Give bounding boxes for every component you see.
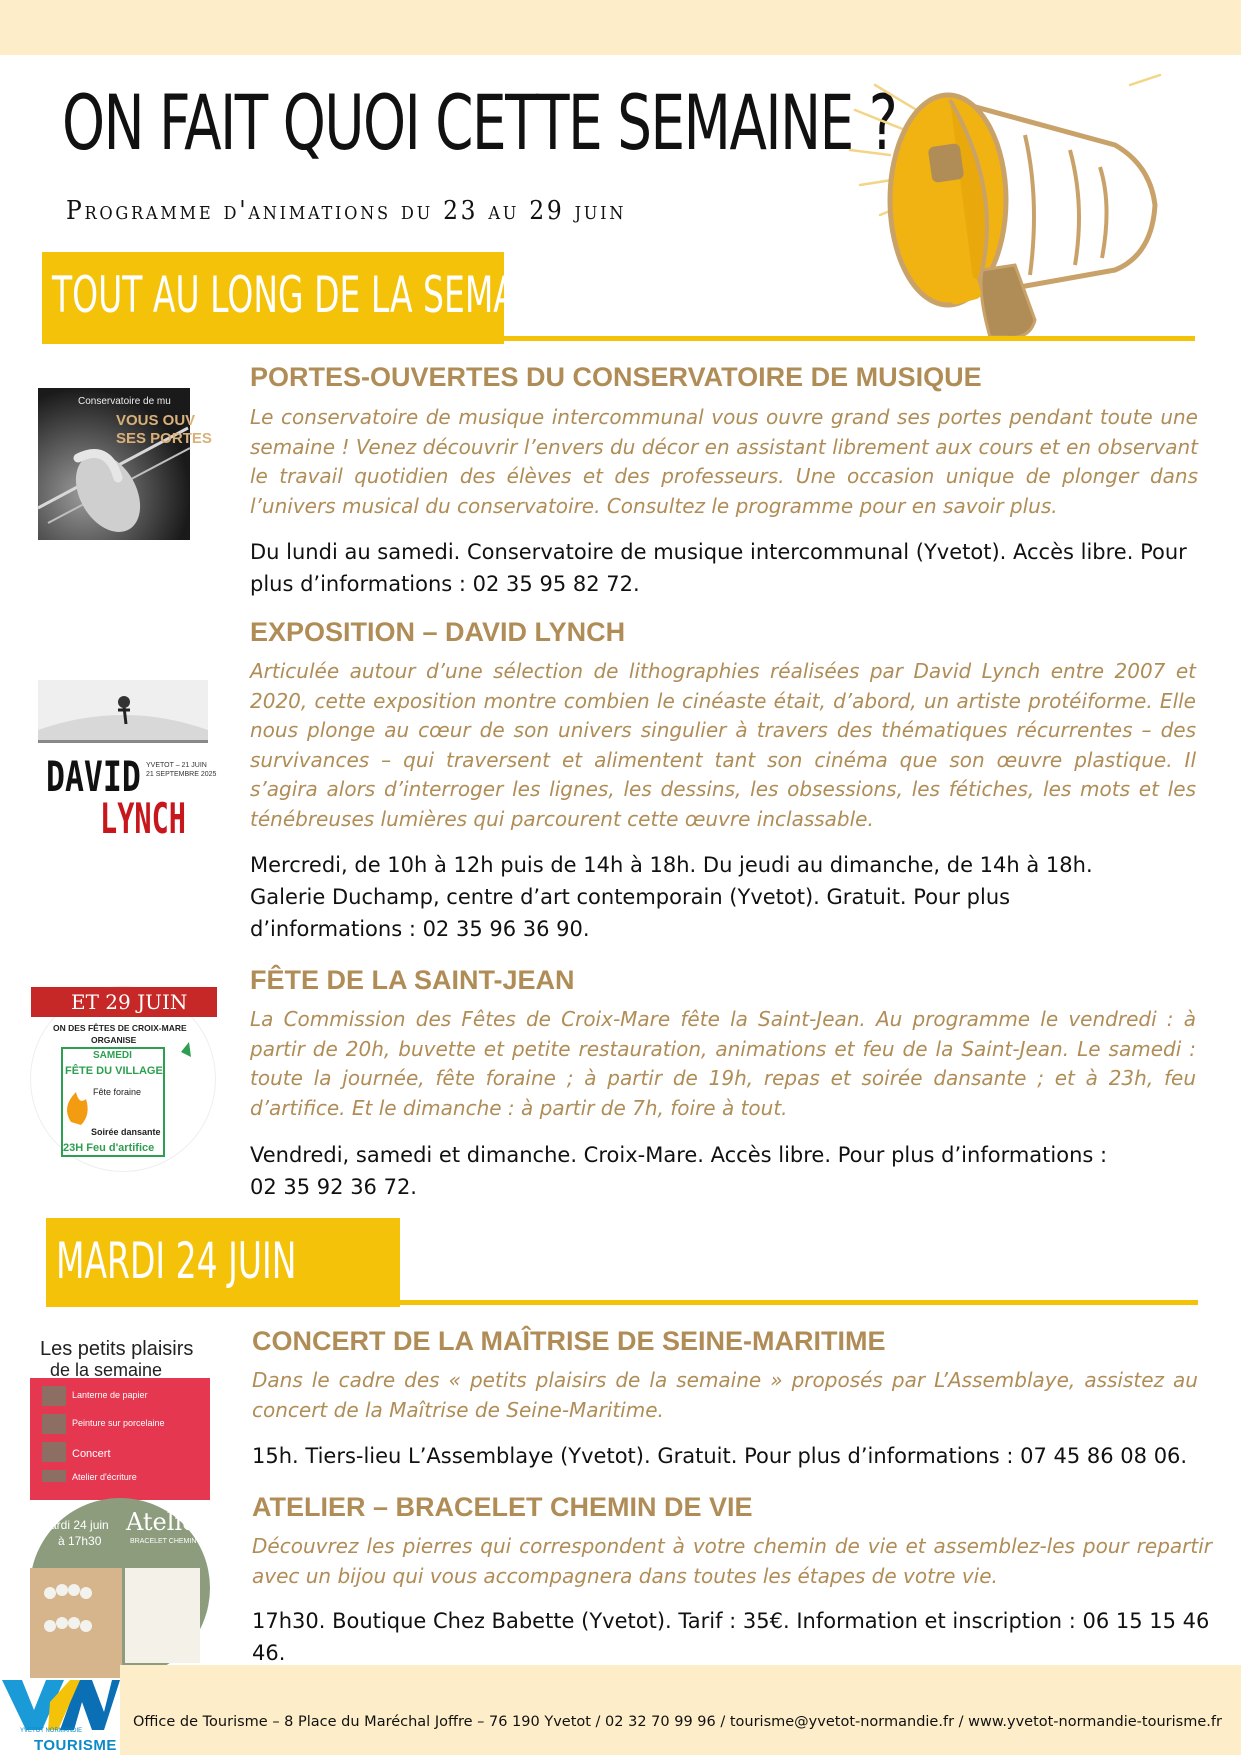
thumb-caption: de la semaine (50, 1360, 163, 1380)
thumb-caption: Soirée dansante (91, 1127, 161, 1137)
thumb-caption: 23H Feu d'artifice (63, 1142, 155, 1154)
footer-contact: Office de Tourisme – 8 Place du Maréchal Joffre – 76 190 Yvetot / 02 32 70 99 96 / tourisme@yvetot-normandie.fr / www.yvetot-normandie-tourisme.fr (133, 1714, 1222, 1730)
event-title: ATELIER – BRACELET CHEMIN DE VIE (252, 1492, 753, 1522)
lynch-dates: YVETOT – 21 JUIN (146, 762, 207, 769)
event-title: PORTES-OUVERTES DU CONSERVATOIRE DE MUSIQUE (250, 362, 982, 392)
event-info: Du lundi au samedi. Conservatoire de musique intercommunal (Yvetot). Accès libre. Pour plus d’informations : 02 35 95 82 72. (250, 540, 1187, 596)
logo-letters: YN (59, 1717, 61, 1718)
event-info: Vendredi, samedi et dimanche. Croix-Mare. Accès libre. Pour plus d’informations : 02 35 92 36 72. (250, 1143, 1108, 1199)
thumb-caption: à 17h30 (58, 1534, 102, 1548)
event-title: FÊTE DE LA SAINT-JEAN (250, 965, 575, 995)
lynch-dates: 21 SEPTEMBRE 2025 (146, 771, 217, 778)
event-description: Découvrez les pierres qui correspondent à votre chemin de vie et assemblez-les pour repartir avec un bijou qui vous accompagnera dans toutes les étapes de votre vie. (252, 1534, 1212, 1588)
section-rule (42, 336, 1195, 341)
thumb-caption: Lanterne de papier (72, 1390, 148, 1400)
thumb-caption: ET 29 JUIN (71, 990, 188, 1014)
event-description: La Commission des Fêtes de Croix-Mare fête la Saint-Jean. Au programme le vendredi : à partir de 20h, buvette et petite restauration, animations et feu de la Saint-Jean. Le samedi : toute la journée, fête foraine ; à partir de 19h, repas et soirée dansante ; et à 23h, feu d’artifice. Et le dimanche : à partir de 7h, foire à tout. (250, 1007, 1196, 1120)
event-description: Dans le cadre des « petits plaisirs de la semaine » proposés par L’Assemblaye, assistez au concert de la Maîtrise de Seine-Maritime. (252, 1368, 1198, 1422)
footer-band (120, 1665, 1241, 1755)
event-title: EXPOSITION – DAVID LYNCH (250, 617, 626, 647)
thumb-caption: Conservatoire de mu (78, 396, 171, 407)
thumb-caption: Fête foraine (93, 1087, 142, 1097)
page-subtitle: Programme d'animations du 23 au 29 juin (66, 196, 627, 226)
thumb-caption: Concert (72, 1448, 111, 1460)
event-thumbnail-conservatoire (38, 388, 212, 540)
thumb-caption: ON DES FÊTES DE CROIX-MARE (53, 1023, 187, 1033)
thumb-caption: FÊTE DU VILLAGE (65, 1065, 163, 1077)
thumb-caption: ardi 24 juin (50, 1518, 109, 1532)
thumb-caption: BRACELET CHEMIN DE VIE (130, 1538, 222, 1545)
thumb-caption: ORGANISE (91, 1035, 137, 1045)
thumb-caption: VOUS OUV (116, 412, 196, 429)
top-band (0, 0, 1241, 55)
thumb-caption: SAMEDI (93, 1050, 132, 1061)
section-title: TOUT AU LONG DE LA SEMAINE (52, 266, 572, 324)
page-title: ON FAIT QUOI CETTE SEMAINE ? (62, 78, 897, 167)
logo-subtitle: YVETOT NORMANDIE (20, 1728, 83, 1734)
lynch-name-last: LYNCH (100, 794, 186, 843)
event-thumbnail-david-lynch (38, 680, 217, 850)
thumb-caption: SES PORTES (116, 430, 212, 447)
violin-photo (38, 388, 190, 540)
event-info: 17h30. Boutique Chez Babette (Yvetot). Tarif : 35€. Information et inscription : 06 15 15 46 46. (252, 1609, 1210, 1665)
lynch-name-first: DAVID (46, 752, 141, 801)
thumb-caption: Atelier d'écriture (72, 1472, 137, 1482)
event-info: Mercredi, de 10h à 12h puis de 14h à 18h. Du jeudi au dimanche, de 14h à 18h. Galerie Duchamp, centre d’art contemporain (Yvetot). Gratuit. Pour plus d’informations : 02 35 96 36 90. (250, 853, 1093, 941)
event-title: CONCERT DE LA MAÎTRISE DE SEINE-MARITIME (252, 1326, 886, 1356)
event-description: Le conservatoire de musique intercommunal vous ouvre grand ses portes pendant toute une semaine ! Venez découvrir l’envers du décor en assistant librement aux cours et en observant le travail quotidien des élèves et des professeurs. Une occasion unique de plonger dans l’univers musical du conservatoire. Consultez le programme pour en savoir plus. (250, 405, 1198, 518)
thumb-caption: Peinture sur porcelaine (72, 1418, 165, 1428)
section-title: MARDI 24 JUIN (56, 1232, 297, 1290)
thumb-caption: Les petits plaisirs (40, 1338, 194, 1360)
logo-wordmark: TOURISME (34, 1737, 117, 1754)
thumb-caption: Atelier (126, 1508, 208, 1536)
section-rule (46, 1300, 1198, 1305)
event-thumbnail-atelier (30, 1498, 222, 1678)
event-thumbnail-concert (30, 1320, 210, 1500)
event-description: Articulée autour d’une sélection de lithographies réalisées par David Lynch entre 2007 et 2020, cette exposition montre combien le cinéaste était, d’abord, un artiste protéiforme. Elle nous plonge au cœur de son univers singulier à travers des thématiques récurrentes – des survivances – qui traversent et alimentent tant son cinéma que son œuvre plastique. Il s’agira alors d’interroger les lignes, les dessins, les obsessions, les fétiches, les mots et les ténébreuses lumières qui parcourent cette œuvre inclassable. (250, 659, 1196, 831)
photo-strip (42, 1386, 66, 1482)
event-info: 15h. Tiers-lieu L’Assemblaye (Yvetot). Gratuit. Pour plus d’informations : 07 45 86 08 06. (252, 1444, 1188, 1468)
fire-icon (31, 987, 217, 1173)
event-thumbnail-saint-jean (30, 986, 216, 1172)
